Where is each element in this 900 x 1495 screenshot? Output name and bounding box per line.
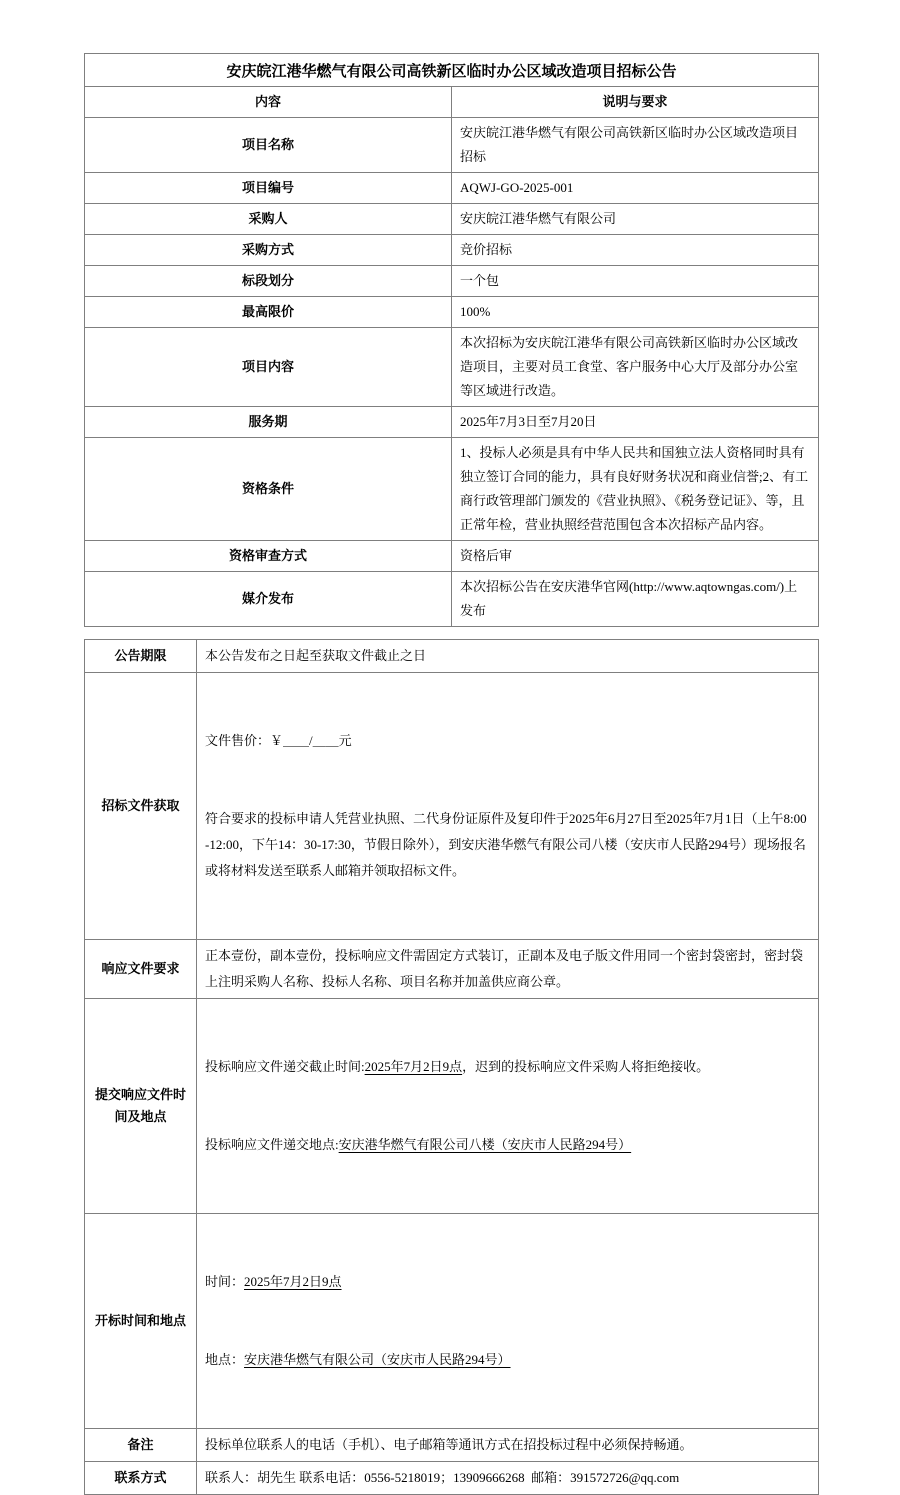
opening-time-prefix: 时间： bbox=[205, 1274, 245, 1289]
row-content: 竞价招标 bbox=[452, 235, 819, 266]
submission-place-prefix: 投标响应文件递交地点: bbox=[205, 1137, 339, 1152]
row-content: 投标单位联系人的电话（手机）、电子邮箱等通讯方式在招投标过程中必须保持畅通。 bbox=[197, 1429, 819, 1462]
row-content: 一个包 bbox=[452, 266, 819, 297]
row-label: 采购人 bbox=[85, 204, 452, 235]
row-content: 本次招标为安庆皖江港华有限公司高铁新区临时办公区域改造项目，主要对员工食堂、客户服务中心大厅及部分办公室等区域进行改造。 bbox=[452, 328, 819, 407]
row-label: 媒介发布 bbox=[85, 572, 452, 627]
doc-acquisition-paragraph: 符合要求的投标申请人凭营业执照、二代身份证原件及复印件于2025年6月27日至2025年7月1日（上午8:00-12:00，下午14：30-17:30，节假日除外），到安庆港华燃气有限公司八楼（安庆市人民路294号）现场报名或将材料发送至联系人邮箱并领取招标文件。 bbox=[205, 811, 807, 878]
row-content bbox=[197, 999, 819, 1214]
row-label: 响应文件要求 bbox=[85, 940, 197, 999]
row-remarks bbox=[85, 1429, 819, 1462]
tender-notice-document bbox=[84, 53, 819, 1495]
row-label: 开标时间和地点 bbox=[85, 1214, 197, 1429]
row-content: 正本壹份，副本壹份，投标响应文件需固定方式装订，正副本及电子版文件用同一个密封袋密封，密封袋上注明采购人名称、投标人名称、项目名称并加盖供应商公章。 bbox=[197, 940, 819, 999]
header-row bbox=[85, 87, 819, 118]
row-content: 联系人：胡先生 联系电话：0556-5218019；13909666268 邮箱：391572726@qq.com bbox=[197, 1462, 819, 1495]
row-media-release bbox=[85, 572, 819, 627]
row-project-number bbox=[85, 173, 819, 204]
row-project-content bbox=[85, 328, 819, 407]
row-label: 服务期 bbox=[85, 407, 452, 438]
row-bid-opening bbox=[85, 1214, 819, 1429]
row-label: 标段划分 bbox=[85, 266, 452, 297]
row-purchase-method bbox=[85, 235, 819, 266]
title-row bbox=[85, 54, 819, 87]
row-max-price bbox=[85, 297, 819, 328]
row-qualification-review bbox=[85, 541, 819, 572]
notice-main-table bbox=[84, 53, 819, 627]
page-title: 安庆皖江港华燃气有限公司高铁新区临时办公区域改造项目招标公告 bbox=[85, 54, 819, 87]
row-content: 资格后审 bbox=[452, 541, 819, 572]
row-content bbox=[197, 673, 819, 940]
submission-deadline-suffix: ，迟到的投标响应文件采购人将拒绝接收。 bbox=[462, 1059, 710, 1074]
table-gap bbox=[84, 627, 819, 639]
row-lot-division bbox=[85, 266, 819, 297]
row-contact bbox=[85, 1462, 819, 1495]
row-label: 项目名称 bbox=[85, 118, 452, 173]
row-label: 项目内容 bbox=[85, 328, 452, 407]
row-content: 安庆皖江港华燃气有限公司 bbox=[452, 204, 819, 235]
row-submission bbox=[85, 999, 819, 1214]
opening-time-value: 2025年7月2日9点 bbox=[244, 1274, 342, 1289]
submission-deadline-value: 2025年7月2日9点 bbox=[364, 1059, 463, 1074]
row-label: 资格条件 bbox=[85, 438, 452, 541]
row-content: 2025年7月3日至7月20日 bbox=[452, 407, 819, 438]
submission-place-value: 安庆港华燃气有限公司八楼（安庆市人民路294号） bbox=[338, 1137, 632, 1152]
row-qualification bbox=[85, 438, 819, 541]
row-label: 采购方式 bbox=[85, 235, 452, 266]
row-response-requirements bbox=[85, 940, 819, 999]
row-label: 备注 bbox=[85, 1429, 197, 1462]
row-purchaser bbox=[85, 204, 819, 235]
submission-deadline-prefix: 投标响应文件递交截止时间: bbox=[205, 1059, 365, 1074]
row-notice-period bbox=[85, 640, 819, 673]
row-label: 联系方式 bbox=[85, 1462, 197, 1495]
opening-place-value: 安庆港华燃气有限公司（安庆市人民路294号） bbox=[244, 1352, 511, 1367]
doc-price-line: 文件售价：￥＿＿/＿＿元 bbox=[205, 733, 352, 748]
row-label: 招标文件获取 bbox=[85, 673, 197, 940]
column-header-requirements: 说明与要求 bbox=[452, 87, 819, 118]
submission-deadline-line bbox=[205, 1054, 810, 1080]
column-header-content: 内容 bbox=[85, 87, 452, 118]
row-project-name bbox=[85, 118, 819, 173]
row-content: 100% bbox=[452, 297, 819, 328]
row-doc-acquisition bbox=[85, 673, 819, 940]
row-label: 公告期限 bbox=[85, 640, 197, 673]
submission-place-line bbox=[205, 1132, 810, 1158]
row-content: 安庆皖江港华燃气有限公司高铁新区临时办公区域改造项目招标 bbox=[452, 118, 819, 173]
row-content: 本公告发布之日起至获取文件截止之日 bbox=[197, 640, 819, 673]
opening-place-prefix: 地点： bbox=[205, 1352, 245, 1367]
row-content bbox=[197, 1214, 819, 1429]
row-content: 本次招标公告在安庆港华官网(http://www.aqtowngas.com/)上发布 bbox=[452, 572, 819, 627]
row-label: 资格审查方式 bbox=[85, 541, 452, 572]
row-content: AQWJ-GO-2025-001 bbox=[452, 173, 819, 204]
row-service-period bbox=[85, 407, 819, 438]
notice-secondary-table bbox=[84, 639, 819, 1495]
row-content: 1、投标人必须是具有中华人民共和国独立法人资格同时具有独立签订合同的能力，具有良好财务状况和商业信誉;2、有工商行政管理部门颁发的《营业执照》、《税务登记证》、等，且正常年检，营业执照经营范围包含本次招标产品内容。 bbox=[452, 438, 819, 541]
opening-place-line bbox=[205, 1347, 810, 1373]
row-label: 提交响应文件时间及地点 bbox=[85, 999, 197, 1214]
row-label: 最高限价 bbox=[85, 297, 452, 328]
row-label: 项目编号 bbox=[85, 173, 452, 204]
opening-time-line bbox=[205, 1269, 810, 1295]
